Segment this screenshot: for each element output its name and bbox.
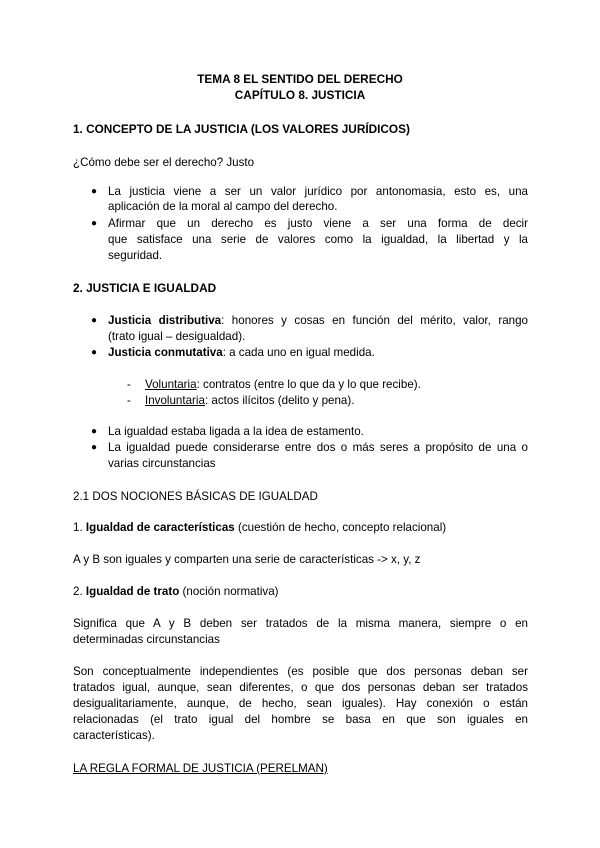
para1-line1: Significa que A y B deben ser tratados de la misma manera, siempre o en (73, 617, 528, 630)
subitem-voluntaria (145, 377, 525, 392)
s1-bullet2-line3: seguridad. (108, 249, 163, 262)
section21-heading: 2.1 DOS NOCIONES BÁSICAS DE IGUALDAD (73, 490, 318, 503)
document-title-line2: CAPÍTULO 8. JUSTICIA (234, 88, 366, 102)
bullet-icon: ● (91, 347, 98, 358)
s2-bullet1-line2: (trato igual – desigualdad). (108, 330, 246, 343)
s1-bullet2-line1: Afirmar que un derecho es justo viene a ser una forma de decir (108, 217, 528, 230)
para2-line3: desigualitariamente, aunque, de hecho, sean iguales). Hay conexión o están (73, 697, 528, 710)
document-title-line1: TEMA 8 EL SENTIDO DEL DERECHO (197, 72, 403, 86)
item2-rest: (noción normativa) (179, 585, 279, 598)
subitem-involuntaria-rest: : actos ilícitos (delito y pena). (204, 394, 355, 407)
s2-bullet4-line2: varias circunstancias (108, 457, 216, 470)
term-voluntaria: Voluntaria (145, 378, 197, 391)
bullet-icon: ● (91, 218, 98, 229)
s2-bullet3: La igualdad estaba ligada a la idea de estamento. (108, 425, 364, 438)
s2-bullet2-rest: : a cada uno en igual medida. (222, 346, 375, 359)
s1-bullet1-line2: aplicación de la moral al campo del derecho. (108, 200, 338, 213)
section2-heading: 2. JUSTICIA E IGUALDAD (73, 281, 217, 295)
subitem-involuntaria (145, 393, 525, 408)
item1-igualdad-caracteristicas (73, 520, 528, 535)
item2-number: 2. (73, 585, 86, 598)
para2-line2: tratados igual, aunque, sean diferentes, o que dos personas deban ser tratados (73, 681, 528, 694)
s2-bullet2 (108, 345, 528, 360)
para2-line5: características). (73, 729, 155, 742)
section3-heading: LA REGLA FORMAL DE JUSTICIA (PERELMAN) (73, 762, 328, 775)
para1-line2: determinadas circunstancias (73, 633, 220, 646)
s2-bullet4-line1: La igualdad puede considerarse entre dos o más seres a propósito de una o (108, 441, 528, 454)
item1-rest: (cuestión de hecho, concepto relacional) (234, 521, 447, 534)
subitem-voluntaria-rest: : contratos (entre lo que da y lo que recibe). (196, 378, 421, 391)
bullet-icon: ● (91, 442, 98, 453)
s1-bullet1-line1: La justicia viene a ser un valor jurídico por antonomasia, esto es, una (108, 185, 528, 198)
section1-question: ¿Cómo debe ser el derecho? Justo (73, 156, 255, 169)
term-igualdad-trato: Igualdad de trato (85, 585, 180, 598)
s2-bullet1-line1 (108, 313, 528, 328)
s1-bullet2-line2: que satisface una serie de valores como la igualdad, la libertad y la (108, 233, 528, 246)
item2-igualdad-trato (73, 584, 528, 599)
s2-bullet1-rest: : honores y cosas en función del mérito, valor, rango (221, 314, 528, 327)
para2-line4: relacionadas (el trato igual del hombre se basa en que son iguales en (73, 713, 528, 726)
para2-line1: Son conceptualmente independientes (es posible que dos personas deban ser (73, 665, 528, 678)
bullet-icon: ● (91, 426, 98, 437)
bullet-icon: ● (91, 186, 98, 197)
bullet-icon: ● (91, 315, 98, 326)
dash-marker: - (127, 394, 131, 407)
term-justicia-distributiva: Justicia distributiva (108, 314, 222, 327)
item1-number: 1. (73, 521, 86, 534)
dash-marker: - (127, 378, 131, 391)
section1-heading: 1. CONCEPTO DE LA JUSTICIA (LOS VALORES JURÍDICOS) (73, 122, 410, 136)
term-igualdad-caracteristicas: Igualdad de características (85, 521, 235, 534)
item1-text: A y B son iguales y comparten una serie de características -> x, y, z (73, 553, 421, 566)
term-justicia-conmutativa: Justicia conmutativa (108, 346, 223, 359)
term-involuntaria: Involuntaria (145, 394, 205, 407)
